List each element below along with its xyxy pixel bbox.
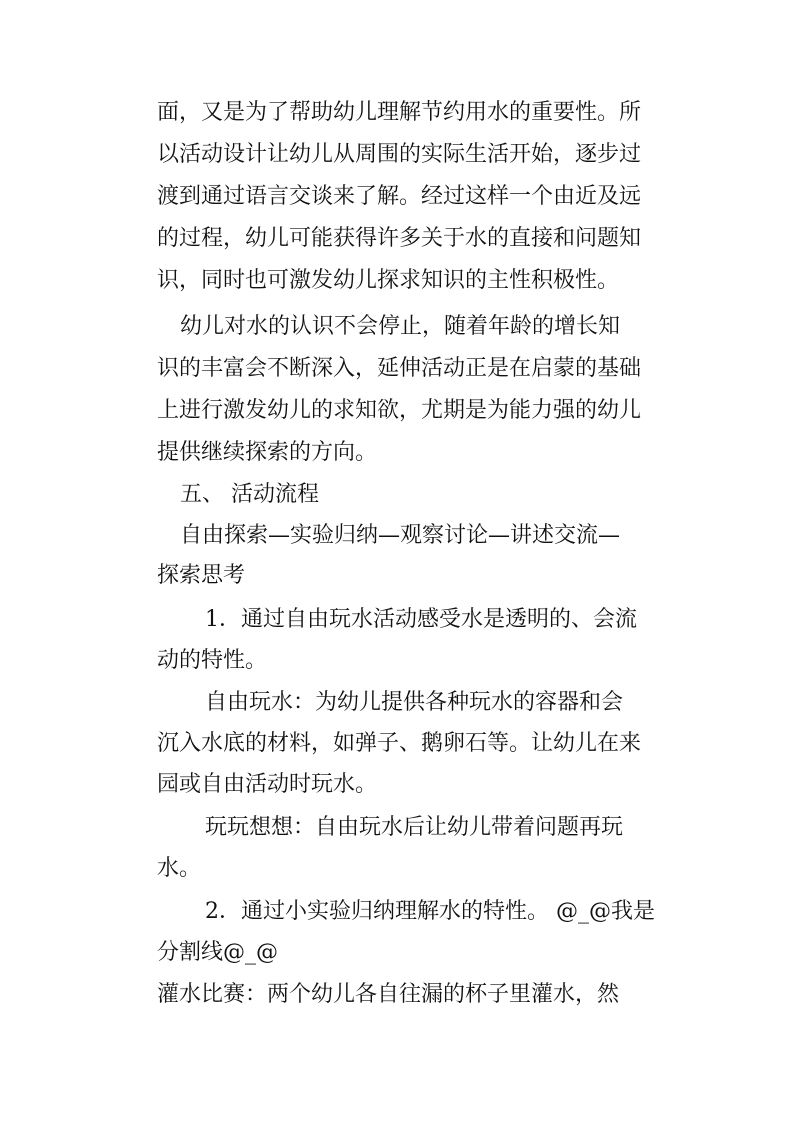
text-line: 上进行激发幼儿的求知欲，尤期是为能力强的幼儿 [157, 398, 642, 423]
text-line: 园或自由活动时玩水。 [157, 772, 378, 797]
text-line: 探索思考 [157, 563, 246, 588]
text-line: 分割线@_@ [157, 940, 279, 965]
text-line: 幼儿对水的认识不会停止，随着年龄的增长知 [180, 314, 621, 339]
text-line: 灌水比赛：两个幼儿各自往漏的杯子里灌水，然 [157, 982, 620, 1007]
section-heading: 五、 活动流程 [180, 482, 319, 507]
text-line: 水。 [157, 856, 202, 881]
text-line: 识的丰富会不断深入，延伸活动正是在启蒙的基础 [157, 356, 642, 381]
text-line: 的过程，幼儿可能获得许多关于水的直接和问题知 [157, 226, 642, 251]
text-line: 以活动设计让幼儿从周围的实际生活开始，逐步过 [157, 142, 642, 167]
text-line: 2．通过小实验归纳理解水的特性。 @_@我是 [205, 899, 655, 924]
text-line: 沉入水底的材料，如弹子、鹅卵石等。让幼儿在来 [157, 731, 642, 756]
text-line: 玩玩想想：自由玩水后让幼儿带着问题再玩 [205, 815, 624, 840]
text-line: 面，又是为了帮助幼儿理解节约用水的重要性。所 [157, 100, 642, 125]
text-line: 识，同时也可激发幼儿探求知识的主性积极性。 [157, 268, 620, 293]
text-line: 自由探索—实验归纳—观察讨论—讲述交流— [180, 523, 621, 548]
text-line: 提供继续探索的方向。 [157, 440, 378, 465]
text-line: 自由玩水：为幼儿提供各种玩水的容器和会 [205, 690, 624, 715]
text-line: 渡到通过语言交谈来了解。经过这样一个由近及远 [157, 184, 642, 209]
text-line: 1．通过自由玩水活动感受水是透明的、会流 [205, 607, 637, 632]
text-line: 动的特性。 [157, 648, 268, 673]
